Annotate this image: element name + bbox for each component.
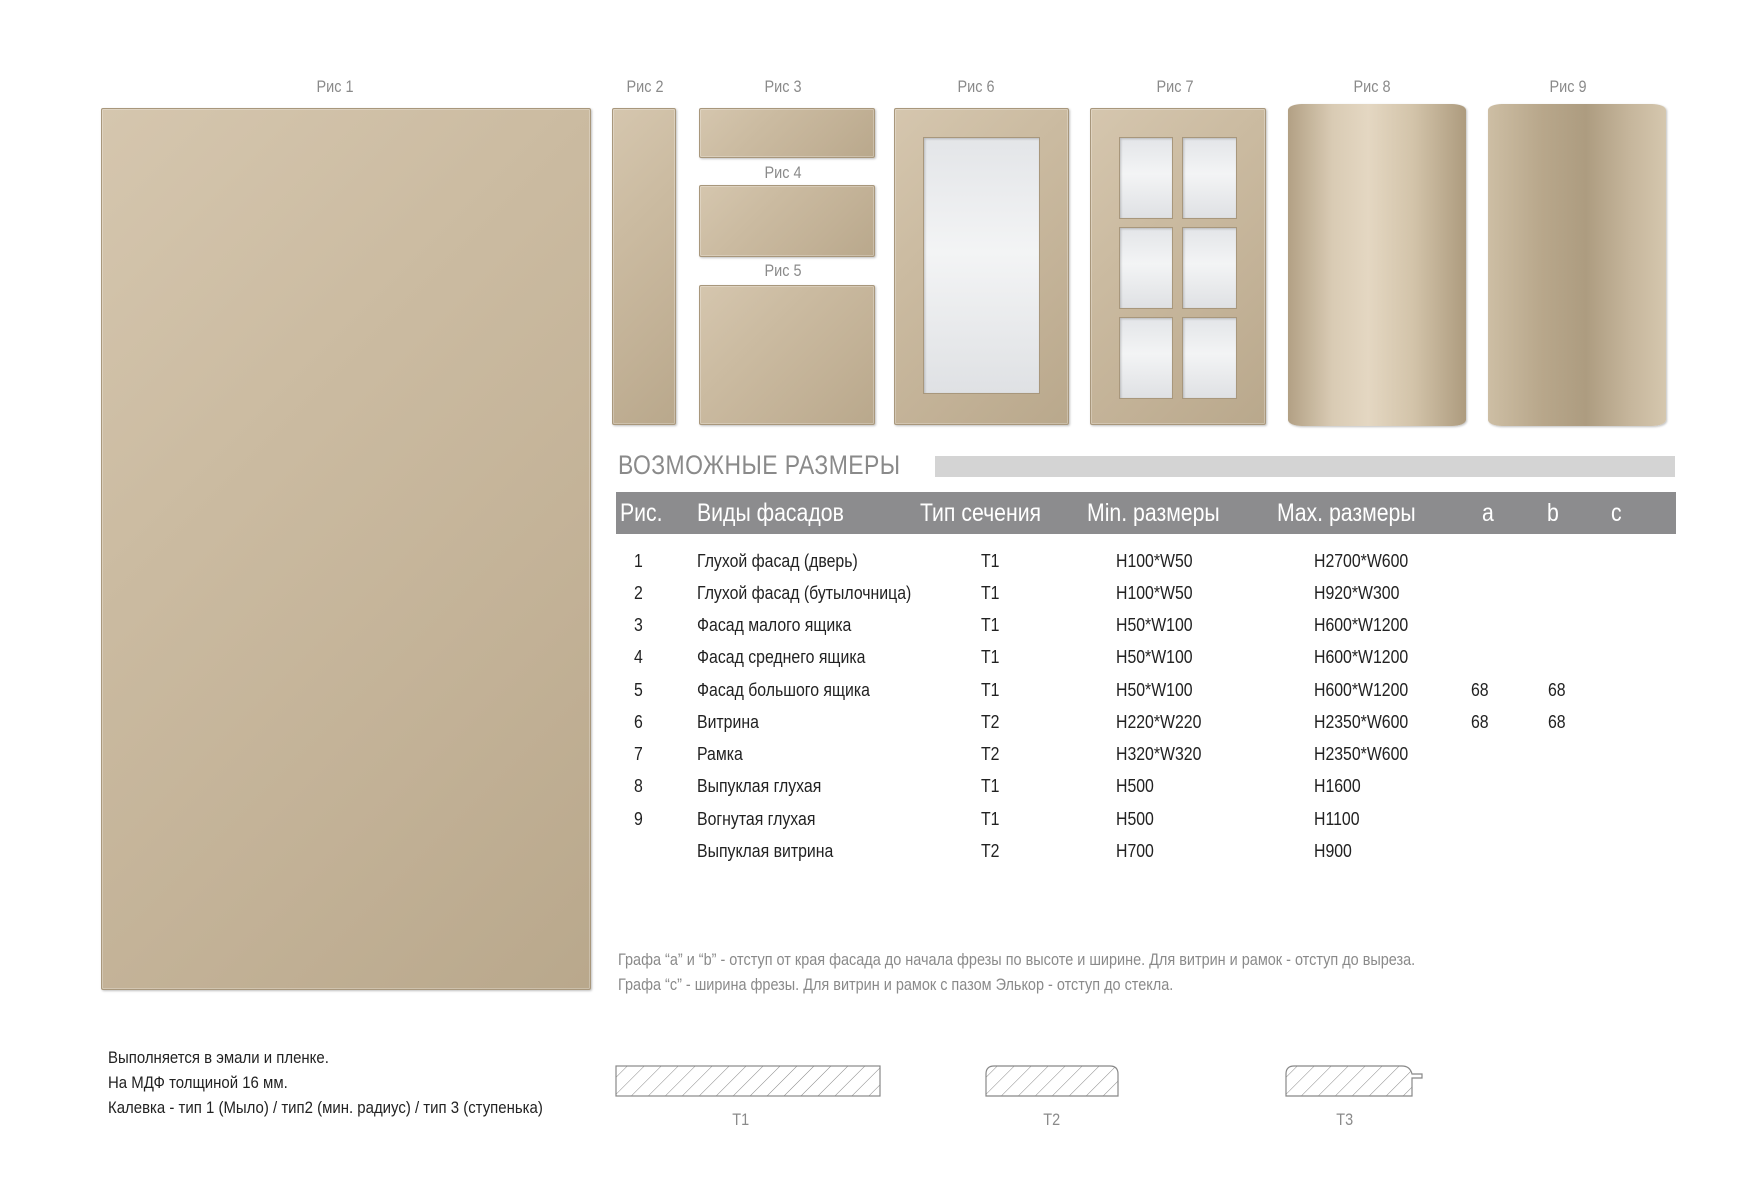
facade-fig9-concave: [1488, 104, 1666, 426]
facade-fig3-small-drawer: [699, 108, 875, 158]
cell-min: H100*W50: [1116, 583, 1193, 603]
cell-type: Глухой фасад (дверь): [697, 551, 858, 571]
fig-label-7: Рис 7: [1156, 77, 1194, 96]
section-title: ВОЗМОЖНЫЕ РАЗМЕРЫ: [618, 450, 901, 480]
facade-fig6-vitrine: [894, 108, 1069, 425]
cell-num: 9: [634, 809, 643, 829]
facade-fig2-bottle: [612, 108, 676, 425]
glass-pane: [923, 137, 1040, 394]
cell-section: Т1: [981, 583, 1000, 603]
info-line-1: Выполняется в эмали и пленке.: [108, 1048, 329, 1067]
cell-num: 8: [634, 776, 643, 796]
cell-max: H2350*W600: [1314, 712, 1409, 732]
fig-label-9: Рис 9: [1549, 77, 1587, 96]
glass-pane: [1182, 227, 1237, 309]
header-num: Рис.: [620, 499, 663, 527]
glass-pane: [1119, 317, 1173, 399]
table-row: [0, 647, 1754, 679]
cell-min: H500: [1116, 776, 1154, 796]
cell-num: 6: [634, 712, 643, 732]
table-row: [0, 583, 1754, 615]
cell-max: H900: [1314, 841, 1352, 861]
cell-num: 2: [634, 583, 643, 603]
facade-fig8-convex: [1288, 104, 1466, 426]
cell-type: Рамка: [697, 744, 743, 764]
profile-t2-drawing: [984, 1062, 1124, 1102]
glass-pane: [1182, 137, 1237, 219]
cell-min: H100*W50: [1116, 551, 1193, 571]
cell-num: 1: [634, 551, 643, 571]
cell-b: 68: [1548, 680, 1566, 700]
profile-t3-label: Т3: [1336, 1110, 1354, 1129]
cell-section: Т1: [981, 776, 1000, 796]
cell-max: H1600: [1314, 776, 1361, 796]
glass-pane: [1119, 227, 1173, 309]
table-row: [0, 680, 1754, 712]
cell-section: Т1: [981, 551, 1000, 571]
cell-min: H220*W220: [1116, 712, 1202, 732]
cell-a: 68: [1471, 680, 1489, 700]
table-header: [616, 492, 1676, 534]
cell-type: Глухой фасад (бутылочница): [697, 583, 912, 603]
fig-label-6: Рис 6: [957, 77, 995, 96]
facade-fig7-frame: [1090, 108, 1266, 425]
cell-num: 5: [634, 680, 643, 700]
cell-type: Выпуклая витрина: [697, 841, 834, 861]
cell-min: H320*W320: [1116, 744, 1202, 764]
header-section: Тип сечения: [920, 499, 1042, 527]
cell-section: Т2: [981, 712, 1000, 732]
cell-min: H700: [1116, 841, 1154, 861]
fig-label-3: Рис 3: [764, 77, 802, 96]
header-b: b: [1547, 499, 1559, 527]
cell-max: H2700*W600: [1314, 551, 1409, 571]
cell-section: Т1: [981, 615, 1000, 635]
info-line-3: Калевка - тип 1 (Мыло) / тип2 (мин. радиус) / тип 3 (ступенька): [108, 1098, 543, 1117]
header-c: c: [1611, 499, 1622, 527]
cell-section: Т2: [981, 744, 1000, 764]
cell-section: Т1: [981, 809, 1000, 829]
section-divider-bar: [935, 456, 1675, 477]
cell-section: Т2: [981, 841, 1000, 861]
header-a: a: [1482, 499, 1494, 527]
note-line-1: Графа “a” и “b” - отступ от края фасада до начала фрезы по высоте и ширине. Для витрин и рамок - отступ до выреза.: [618, 950, 1416, 969]
note-line-2: Графа “c” - ширина фрезы. Для витрин и рамок с пазом Элькор - отступ до стекла.: [618, 975, 1174, 994]
cell-max: H1100: [1314, 809, 1360, 829]
table-row: [0, 551, 1754, 583]
profile-t3-drawing: [1284, 1062, 1428, 1102]
cell-max: H600*W1200: [1314, 647, 1409, 667]
profile-t1-label: Т1: [732, 1110, 750, 1129]
cell-type: Вогнутая глухая: [697, 809, 816, 829]
cell-max: H600*W1200: [1314, 680, 1409, 700]
cell-a: 68: [1471, 712, 1489, 732]
cell-type: Фасад среднего ящика: [697, 647, 866, 667]
table-row: [0, 841, 1754, 873]
table-row: [0, 776, 1754, 808]
header-min: Min. размеры: [1087, 499, 1220, 527]
cell-max: H600*W1200: [1314, 615, 1409, 635]
cell-num: 3: [634, 615, 643, 635]
table-row: [0, 615, 1754, 647]
cell-b: 68: [1548, 712, 1566, 732]
cell-type: Фасад большого ящика: [697, 680, 870, 700]
fig-label-5: Рис 5: [764, 261, 802, 280]
fig-label-4: Рис 4: [764, 163, 802, 182]
cell-min: H50*W100: [1116, 647, 1193, 667]
cell-num: 4: [634, 647, 643, 667]
cell-max: H920*W300: [1314, 583, 1400, 603]
table-row: [0, 712, 1754, 744]
glass-pane: [1182, 317, 1237, 399]
header-max: Max. размеры: [1277, 499, 1416, 527]
fig-label-2: Рис 2: [626, 77, 664, 96]
cell-section: Т1: [981, 647, 1000, 667]
info-line-2: На МДФ толщиной 16 мм.: [108, 1073, 288, 1092]
cell-min: H50*W100: [1116, 680, 1193, 700]
cell-min: H500: [1116, 809, 1154, 829]
table-row: [0, 809, 1754, 841]
profile-t2-label: Т2: [1043, 1110, 1061, 1129]
fig-label-1: Рис 1: [316, 77, 354, 96]
cell-max: H2350*W600: [1314, 744, 1409, 764]
cell-min: H50*W100: [1116, 615, 1193, 635]
cell-type: Выпуклая глухая: [697, 776, 822, 796]
facade-fig5-large-drawer: [699, 285, 875, 425]
fig-label-8: Рис 8: [1353, 77, 1391, 96]
cell-num: 7: [634, 744, 643, 764]
cell-type: Витрина: [697, 712, 759, 732]
profile-t1-drawing: [614, 1062, 884, 1102]
header-type: Виды фасадов: [697, 499, 844, 527]
cell-type: Фасад малого ящика: [697, 615, 852, 635]
table-row: [0, 744, 1754, 776]
facade-fig4-medium-drawer: [699, 185, 875, 257]
cell-section: Т1: [981, 680, 1000, 700]
glass-pane: [1119, 137, 1173, 219]
